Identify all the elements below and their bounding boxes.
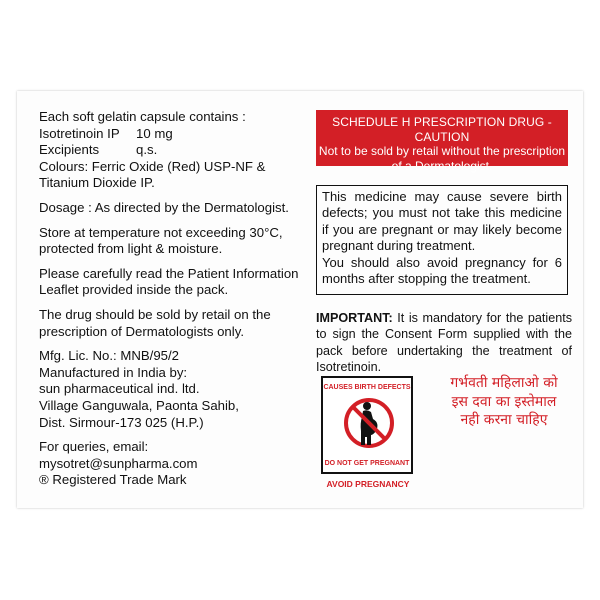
no-pregnancy-icon [343, 395, 395, 451]
composition-section [39, 109, 301, 489]
isotretinoin-row [39, 126, 301, 143]
excipients-label: Excipients [39, 142, 100, 158]
queries-email: mysotret@sunpharma.com [39, 455, 198, 471]
retail-line-1: The drug should be sold by retail on the [39, 306, 271, 322]
avoid-pregnancy-caption: AVOID PREGNANCY [326, 479, 410, 489]
storage-line-2: protected from light & moisture. [39, 241, 223, 257]
manufacturer-line-1: Manufactured in India by: [39, 364, 188, 380]
important-label: IMPORTANT: [316, 311, 393, 325]
caution-title: SCHEDULE H PRESCRIPTION DRUG - CAUTION [332, 115, 552, 144]
leaflet-line-1: Please carefully read the Patient Information [39, 265, 299, 281]
isotretinoin-label: Isotretinoin IP [39, 125, 120, 141]
colours-line-1: Colours: Ferric Oxide (Red) USP-NF & [39, 158, 266, 174]
manufacturer-line-4: Dist. Sirmour-173 025 (H.P.) [39, 414, 204, 430]
pictogram-top-text: CAUSES BIRTH DEFECTS [323, 384, 411, 391]
warning-text-2: You should also avoid pregnancy for 6 months after stopping the treatment. [322, 254, 562, 287]
trademark-note: ® Registered Trade Mark [39, 472, 187, 488]
colours-line-2: Titanium Dioxide IP. [39, 175, 155, 191]
storage-line-1: Store at temperature not exceeding 30°C, [39, 224, 283, 240]
excipients-value: q.s. [136, 142, 158, 158]
pictogram-bottom-text: DO NOT GET PREGNANT [324, 460, 410, 467]
leaflet-line-2: Leaflet provided inside the pack. [39, 282, 229, 298]
isotretinoin-value: 10 mg [136, 125, 173, 141]
dosage-text: Dosage : As directed by the Dermatologist. [39, 199, 289, 215]
birth-defect-warning-box [316, 185, 568, 295]
queries-label: For queries, email: [39, 439, 149, 455]
hindi-warning [424, 374, 584, 430]
hindi-line-1: गर्भवती महिलाओ को [450, 375, 558, 391]
no-pregnancy-pictogram [321, 376, 413, 474]
hindi-line-3: नही करना चाहिए [460, 412, 548, 428]
manufacturer-line-2: sun pharmaceutical ind. ltd. [39, 381, 200, 397]
capsule-contents-heading: Each soft gelatin capsule contains : [39, 109, 246, 124]
hindi-line-2: इस दवा का इस्तेमाल [451, 393, 557, 410]
excipients-row [39, 142, 301, 159]
caution-line-3: of a Dermatologist. [391, 158, 493, 173]
manufacturer-line-3: Village Ganguwala, Paonta Sahib, [39, 397, 239, 413]
important-text: It is mandatory for the patients to sign the Consent Form supplied with the pack before undertaking the treatment of Isotretinoin. [316, 311, 572, 375]
retail-line-2: prescription of Dermatologists only. [39, 323, 244, 339]
warning-text-1: This medicine may cause severe birth defects; you must not take this medicine if you are pregnant or may likely become pregnant during treatment. [322, 189, 562, 254]
caution-line-2: Not to be sold by retail without the prescription [318, 144, 566, 158]
important-notice [316, 310, 572, 376]
schedule-h-caution-box [316, 110, 568, 173]
mfg-license: Mfg. Lic. No.: MNB/95/2 [39, 348, 179, 364]
